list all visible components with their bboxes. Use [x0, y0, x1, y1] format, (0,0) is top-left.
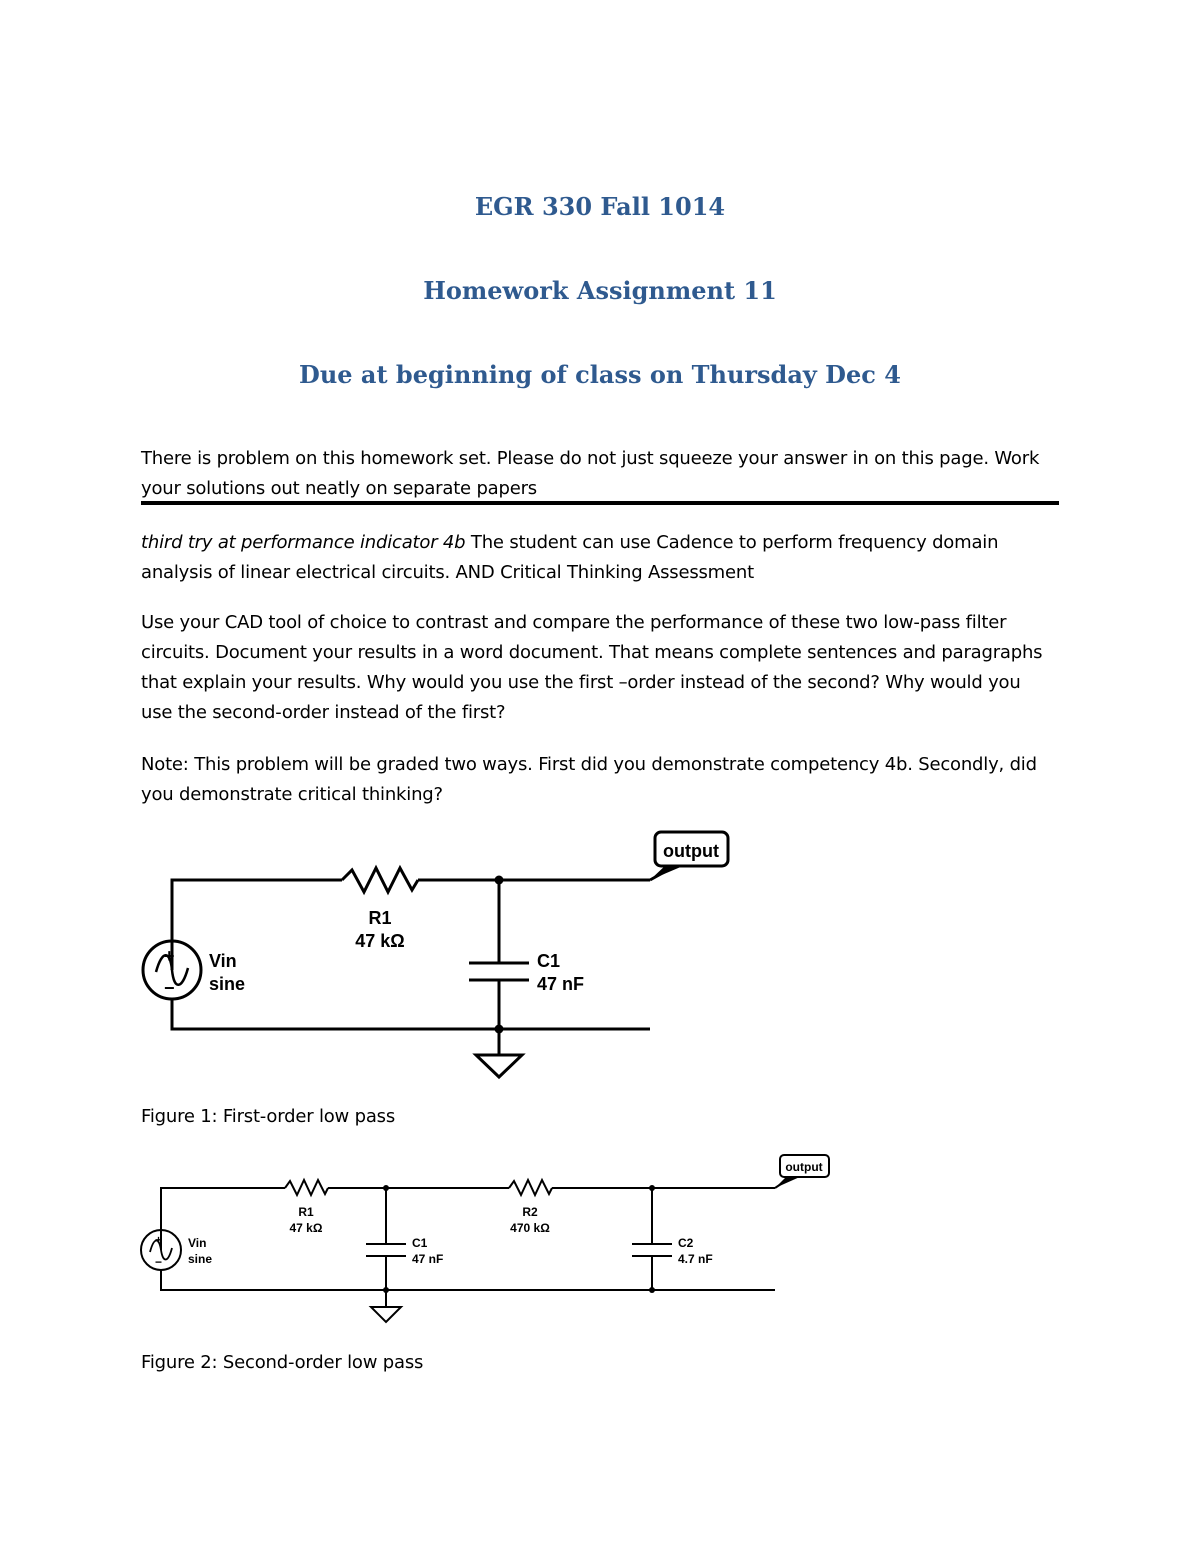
fig2-ground-symbol	[371, 1307, 401, 1322]
task-line-4: use the second-order instead of the first?	[141, 702, 506, 723]
fig1-minus-sign: −	[164, 978, 175, 998]
fig2-junction-c2-top	[649, 1185, 655, 1191]
fig2-junction-c1-bottom	[383, 1287, 389, 1293]
indicator-line-2: analysis of linear electrical circuits. AND Critical Thinking Assessment	[141, 562, 754, 583]
fig1-c1-value: 47 nF	[537, 974, 585, 994]
figure-2-caption: Figure 2: Second-order low pass	[141, 1352, 424, 1373]
fig2-source-type: sine	[188, 1252, 213, 1266]
fig2-output-label: output	[785, 1160, 823, 1174]
fig2-plus-sign: +	[155, 1233, 163, 1247]
fig2-c2-name: C2	[678, 1236, 694, 1250]
course-title: EGR 330 Fall 1014	[474, 192, 726, 221]
fig1-r1-name: R1	[368, 908, 392, 928]
fig1-output-label: output	[663, 841, 719, 861]
figure-1-caption: Figure 1: First-order low pass	[141, 1106, 396, 1127]
indicator-line-1-text: The student can use Cadence to perform frequency domain	[465, 532, 999, 553]
fig2-r1-name: R1	[298, 1205, 314, 1219]
fig1-source-type: sine	[209, 974, 246, 994]
indicator-italic-label: third try at performance indicator 4b	[141, 532, 466, 553]
fig2-resistor-r2	[509, 1180, 552, 1195]
fig2-source-name: Vin	[188, 1236, 207, 1250]
assignment-title: Homework Assignment 11	[423, 276, 777, 305]
fig1-plus-sign: +	[164, 946, 175, 966]
fig2-c1-value: 47 nF	[412, 1252, 444, 1266]
task-line-1: Use your CAD tool of choice to contrast and compare the performance of these two low-pass filter	[141, 612, 1007, 633]
fig2-c2-value: 4.7 nF	[678, 1252, 713, 1266]
fig2-r2-name: R2	[522, 1205, 538, 1219]
intro-line-1: There is problem on this homework set. Please do not just squeeze your answer in on this page. Work	[141, 448, 1040, 469]
fig1-source-name: Vin	[209, 951, 237, 971]
fig2-minus-sign: −	[155, 1255, 163, 1269]
fig2-r2-value: 470 kΩ	[510, 1221, 550, 1235]
task-line-3: that explain your results. Why would you use the first –order instead of the second? Why would you	[141, 672, 1021, 693]
note-line-2: you demonstrate critical thinking?	[141, 784, 443, 805]
fig2-bottom-wire	[161, 1270, 775, 1290]
task-line-2: circuits. Document your results in a word document. That means complete sentences and paragraphs	[141, 642, 1043, 663]
fig1-c1-name: C1	[537, 951, 561, 971]
fig2-r1-value: 47 kΩ	[289, 1221, 323, 1235]
fig2-c1-name: C1	[412, 1236, 428, 1250]
fig2-junction-c2-bottom	[649, 1287, 655, 1293]
due-date: Due at beginning of class on Thursday Dec 4	[299, 360, 901, 389]
intro-line-2: your solutions out neatly on separate papers	[141, 478, 537, 499]
fig2-resistor-r1	[285, 1180, 328, 1195]
note-line-1: Note: This problem will be graded two ways. First did you demonstrate competency 4b. Secondly, did	[141, 754, 1037, 775]
fig1-r1-value: 47 kΩ	[355, 931, 405, 951]
fig2-junction-c1-top	[383, 1185, 389, 1191]
